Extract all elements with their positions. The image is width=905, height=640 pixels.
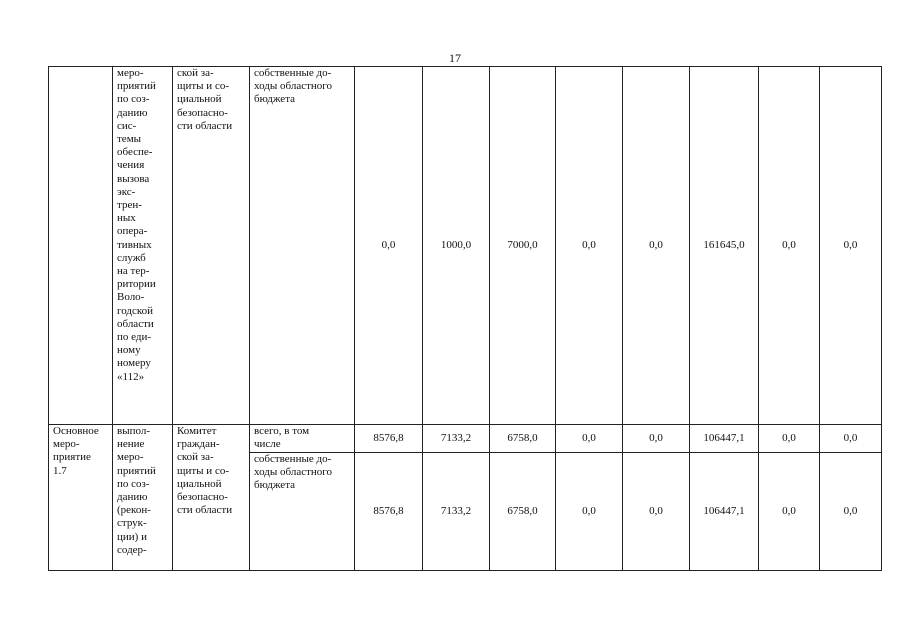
value-cell: 7133,2 [423,453,490,571]
value-cell: 7000,0 [490,67,556,425]
value-cell: 1000,0 [423,67,490,425]
value-cell: 0,0 [820,67,882,425]
value-cell: 6758,0 [490,425,556,453]
value-cell: 0,0 [759,67,820,425]
measure-number-cell: Основное меро- приятие 1.7 [49,425,113,571]
funding-source-cell: собственные до- ходы областного бюджета [250,453,355,571]
measure-description-cell: выпол- нение меро- приятий по соз- данию (рекон- струк- ции) и содер- [113,425,173,571]
value-cell: 106447,1 [690,453,759,571]
budget-table [48,66,882,571]
value-cell: 0,0 [820,453,882,571]
responsible-executor-cell: Комитет граждан- ской за- щиты и со- циальной безопасно- сти области [173,425,250,571]
value-cell: 6758,0 [490,453,556,571]
measure-description-cell: меро- приятий по соз- данию сис- темы обеспе- чения вызова экс- трен- ных опера- тивных служб на тер- ритории Воло- годской области по еди- ному номеру «112» [113,67,173,425]
funding-source-cell: всего, в том числе [250,425,355,453]
value-cell: 8576,8 [355,453,423,571]
value-cell: 106447,1 [690,425,759,453]
value-cell: 0,0 [355,67,423,425]
responsible-executor-cell: ской за- щиты и со- циальной безопасно- сти области [173,67,250,425]
value-cell: 0,0 [759,453,820,571]
value-cell: 7133,2 [423,425,490,453]
value-cell: 161645,0 [690,67,759,425]
value-cell: 8576,8 [355,425,423,453]
value-cell: 0,0 [820,425,882,453]
page-number: 17 [449,51,461,65]
funding-source-cell: собственные до- ходы областного бюджета [250,67,355,425]
value-cell: 0,0 [556,453,623,571]
value-cell: 0,0 [623,453,690,571]
table-row [49,425,882,453]
value-cell: 0,0 [759,425,820,453]
value-cell: 0,0 [556,425,623,453]
value-cell: 0,0 [556,67,623,425]
value-cell: 0,0 [623,425,690,453]
value-cell: 0,0 [623,67,690,425]
table-row [49,67,882,425]
measure-number-cell [49,67,113,425]
